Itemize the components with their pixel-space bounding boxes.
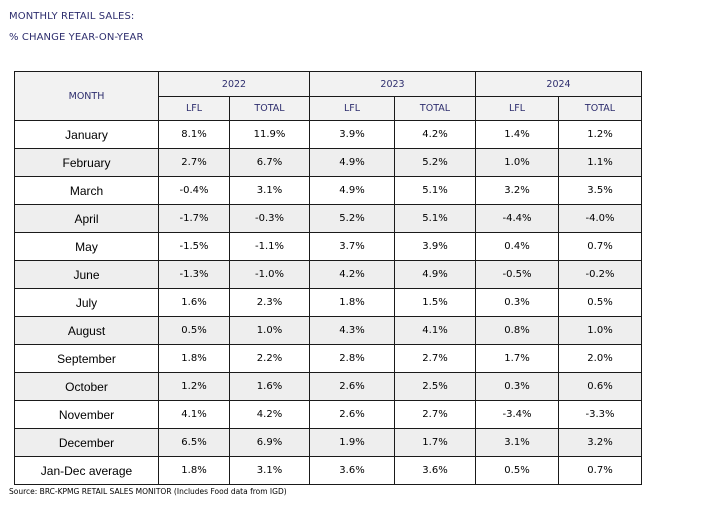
value-cell: 3.6% <box>395 457 476 485</box>
month-cell: July <box>15 289 159 317</box>
value-cell: 4.2% <box>230 401 310 429</box>
month-cell: August <box>15 317 159 345</box>
table-row <box>15 205 642 233</box>
value-cell: 2.2% <box>230 345 310 373</box>
value-cell: 1.7% <box>395 429 476 457</box>
table-row <box>15 429 642 457</box>
table-row <box>15 457 642 485</box>
value-cell: 1.8% <box>159 345 230 373</box>
value-cell: 3.2% <box>476 177 559 205</box>
value-cell: 0.5% <box>559 289 642 317</box>
value-cell: 0.7% <box>559 233 642 261</box>
value-cell: 1.0% <box>559 317 642 345</box>
value-cell: 0.4% <box>476 233 559 261</box>
value-cell: 4.1% <box>395 317 476 345</box>
month-cell: November <box>15 401 159 429</box>
value-cell: 1.0% <box>230 317 310 345</box>
value-cell: -4.4% <box>476 205 559 233</box>
retail-sales-table <box>14 71 642 485</box>
table-row <box>15 149 642 177</box>
value-cell: 3.1% <box>230 457 310 485</box>
value-cell: -1.5% <box>159 233 230 261</box>
value-cell: 6.9% <box>230 429 310 457</box>
value-cell: 4.1% <box>159 401 230 429</box>
value-cell: -1.0% <box>230 261 310 289</box>
value-cell: 2.7% <box>159 149 230 177</box>
year-header-2023: 2023 <box>310 72 476 97</box>
month-cell: February <box>15 149 159 177</box>
value-cell: 1.2% <box>559 121 642 149</box>
value-cell: 2.0% <box>559 345 642 373</box>
table-row <box>15 401 642 429</box>
value-cell: 1.4% <box>476 121 559 149</box>
value-cell: -1.7% <box>159 205 230 233</box>
subheader-2022-lfl: LFL <box>159 97 230 121</box>
value-cell: 3.5% <box>559 177 642 205</box>
table-row <box>15 345 642 373</box>
value-cell: 1.8% <box>310 289 395 317</box>
source-note: Source: BRC-KPMG RETAIL SALES MONITOR (Includes Food data from IGD) <box>9 487 287 496</box>
value-cell: 5.1% <box>395 177 476 205</box>
month-cell: March <box>15 177 159 205</box>
value-cell: 11.9% <box>230 121 310 149</box>
value-cell: 0.5% <box>159 317 230 345</box>
value-cell: 3.9% <box>310 121 395 149</box>
value-cell: 5.2% <box>310 205 395 233</box>
value-cell: -0.5% <box>476 261 559 289</box>
month-cell: Jan-Dec average <box>15 457 159 485</box>
subheader-2024-lfl: LFL <box>476 97 559 121</box>
table-row <box>15 121 642 149</box>
value-cell: 4.9% <box>395 261 476 289</box>
value-cell: 0.6% <box>559 373 642 401</box>
chart-title: MONTHLY RETAIL SALES: <box>9 11 135 22</box>
value-cell: 2.5% <box>395 373 476 401</box>
value-cell: 1.1% <box>559 149 642 177</box>
month-cell: December <box>15 429 159 457</box>
table-row <box>15 261 642 289</box>
value-cell: 4.2% <box>395 121 476 149</box>
value-cell: 1.0% <box>476 149 559 177</box>
table-row <box>15 373 642 401</box>
value-cell: 1.7% <box>476 345 559 373</box>
month-cell: January <box>15 121 159 149</box>
subheader-2023-total: TOTAL <box>395 97 476 121</box>
value-cell: 6.5% <box>159 429 230 457</box>
value-cell: 4.3% <box>310 317 395 345</box>
value-cell: 1.9% <box>310 429 395 457</box>
value-cell: 3.2% <box>559 429 642 457</box>
table-row <box>15 317 642 345</box>
table-body <box>15 121 642 485</box>
value-cell: -3.4% <box>476 401 559 429</box>
value-cell: 0.5% <box>476 457 559 485</box>
month-cell: June <box>15 261 159 289</box>
year-header-2024: 2024 <box>476 72 642 97</box>
value-cell: 2.6% <box>310 401 395 429</box>
value-cell: -4.0% <box>559 205 642 233</box>
month-cell: October <box>15 373 159 401</box>
value-cell: 4.9% <box>310 177 395 205</box>
value-cell: -0.4% <box>159 177 230 205</box>
value-cell: 1.6% <box>230 373 310 401</box>
month-cell: May <box>15 233 159 261</box>
value-cell: 2.3% <box>230 289 310 317</box>
month-cell: April <box>15 205 159 233</box>
value-cell: 1.8% <box>159 457 230 485</box>
value-cell: 4.9% <box>310 149 395 177</box>
value-cell: 8.1% <box>159 121 230 149</box>
value-cell: 1.5% <box>395 289 476 317</box>
value-cell: 3.6% <box>310 457 395 485</box>
value-cell: -1.3% <box>159 261 230 289</box>
value-cell: -1.1% <box>230 233 310 261</box>
value-cell: 2.8% <box>310 345 395 373</box>
subheader-2024-total: TOTAL <box>559 97 642 121</box>
value-cell: 4.2% <box>310 261 395 289</box>
value-cell: 3.7% <box>310 233 395 261</box>
subheader-2022-total: TOTAL <box>230 97 310 121</box>
value-cell: 3.9% <box>395 233 476 261</box>
value-cell: 2.7% <box>395 401 476 429</box>
value-cell: 6.7% <box>230 149 310 177</box>
subheader-2023-lfl: LFL <box>310 97 395 121</box>
value-cell: 1.2% <box>159 373 230 401</box>
value-cell: 5.1% <box>395 205 476 233</box>
value-cell: -0.2% <box>559 261 642 289</box>
table-row <box>15 177 642 205</box>
value-cell: 0.3% <box>476 289 559 317</box>
table-row <box>15 289 642 317</box>
value-cell: 3.1% <box>476 429 559 457</box>
value-cell: 3.1% <box>230 177 310 205</box>
table-row <box>15 233 642 261</box>
value-cell: 0.3% <box>476 373 559 401</box>
value-cell: -0.3% <box>230 205 310 233</box>
value-cell: -3.3% <box>559 401 642 429</box>
value-cell: 0.7% <box>559 457 642 485</box>
year-header-2022: 2022 <box>159 72 310 97</box>
value-cell: 0.8% <box>476 317 559 345</box>
value-cell: 1.6% <box>159 289 230 317</box>
month-column-header: MONTH <box>15 72 159 121</box>
value-cell: 5.2% <box>395 149 476 177</box>
month-cell: September <box>15 345 159 373</box>
chart-subtitle: % CHANGE YEAR-ON-YEAR <box>9 32 144 43</box>
value-cell: 2.6% <box>310 373 395 401</box>
value-cell: 2.7% <box>395 345 476 373</box>
